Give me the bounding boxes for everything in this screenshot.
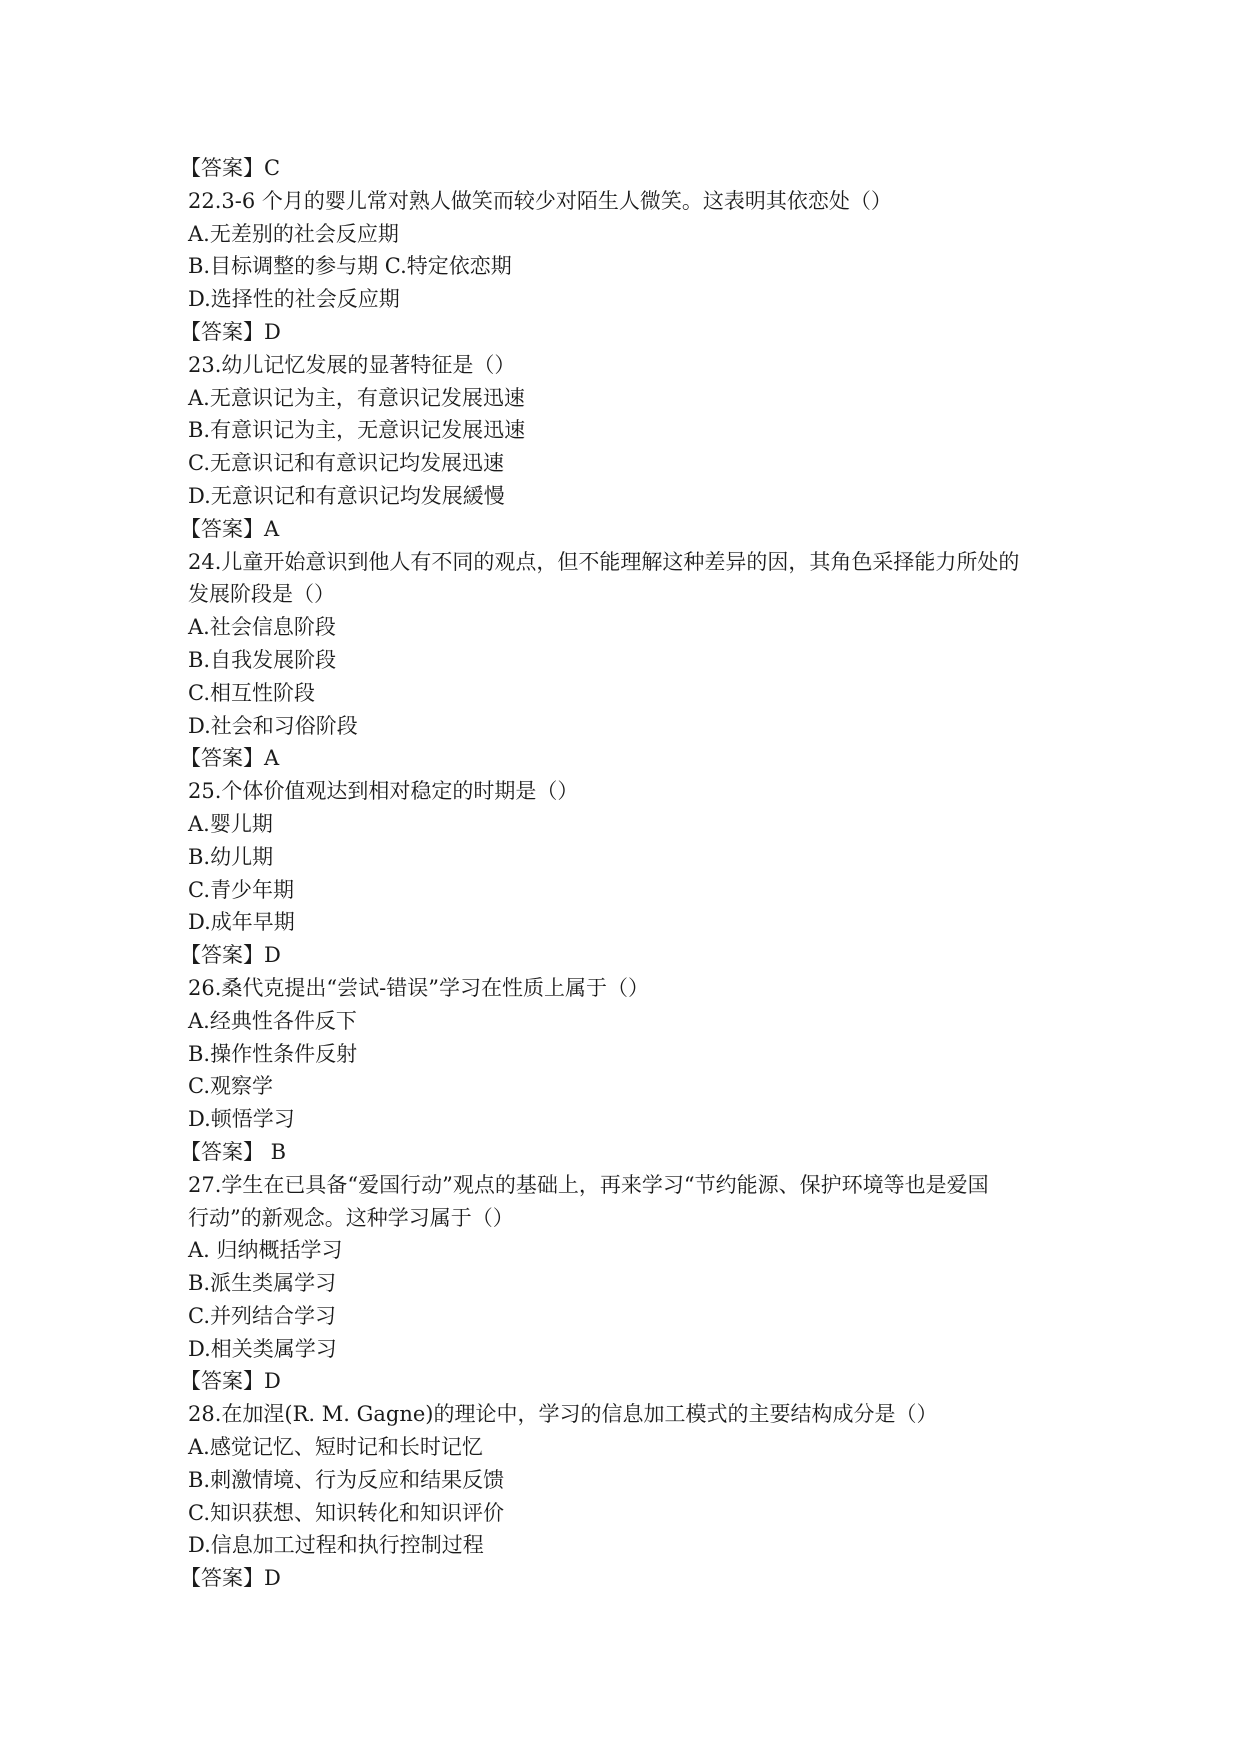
option-line: B.有意识记为主，无意识记发展迅速 — [188, 418, 526, 443]
option-line: A.感觉记忆、短时记和长时记忆 — [188, 1435, 483, 1460]
answer-line: 【答案】D — [180, 319, 281, 344]
option-line: C.青少年期 — [188, 877, 294, 902]
document-page — [180, 152, 1068, 1595]
option-line: D.无意识记和有意识记均发展緩慢 — [188, 483, 505, 508]
option-line: D.信息加工过程和执行控制过程 — [188, 1533, 484, 1558]
question-line: 27.学生在已具备“爱国行动”观点的基础上，再来学习“节约能源、保护环境等也是爱国 — [188, 1172, 989, 1197]
option-line: C.观察学 — [188, 1074, 273, 1099]
option-line: D.顿悟学习 — [188, 1107, 295, 1132]
option-line: D.相关类属学习 — [188, 1336, 337, 1361]
option-line: C.并列结合学习 — [188, 1303, 336, 1328]
question-line: 23.幼儿记忆发展的显著特征是（） — [188, 352, 516, 377]
option-line: B.操作性条件反射 — [188, 1041, 358, 1066]
option-line: C.无意识记和有意识记均发展迅速 — [188, 451, 504, 476]
option-line: A. 归纳概括学习 — [188, 1238, 343, 1263]
option-line: A.社会信息阶段 — [188, 615, 336, 640]
question-line: 24.儿童开始意识到他人有不同的观点，但不能理解这种差异的因，其角色采择能力所处的 — [188, 549, 1020, 574]
option-line: B.派生类属学习 — [188, 1271, 337, 1296]
answer-line: 【答案】D — [180, 943, 281, 968]
question-line: 28.在加涅(R. M. Gagne)的理论中，学习的信息加工模式的主要结构成分是（） — [188, 1402, 938, 1427]
option-line: A.无意识记为主，有意识记发展迅速 — [188, 385, 525, 410]
option-line: C.知识获想、知识转化和知识评价 — [188, 1500, 504, 1525]
option-line: C.相互性阶段 — [188, 680, 315, 705]
option-line: A.经典性各件反下 — [188, 1008, 357, 1033]
question-line: 26.桑代克提出“尝试-错误”学习在性质上属于（） — [188, 975, 649, 1000]
answer-line: 【答案】C — [180, 156, 281, 180]
question-line: 发展阶段是（） — [188, 582, 335, 607]
option-line: D.选择性的社会反应期 — [188, 287, 400, 312]
answer-line: 【答案】A — [180, 746, 280, 771]
question-line: 25.个体价值观达到相对稳定的时期是（） — [188, 779, 579, 804]
option-line: D.社会和习俗阶段 — [188, 713, 358, 738]
option-line: D.成年早期 — [188, 910, 295, 935]
question-line: 行动”的新观念。这种学习属于（） — [188, 1205, 514, 1230]
answer-line: 【答案】A — [180, 516, 280, 541]
option-line: B.幼儿期 — [188, 844, 274, 869]
option-line: B.刺激情境、行为反应和结果反馈 — [188, 1467, 505, 1492]
option-line: A.无差别的社会反应期 — [188, 221, 399, 246]
option-line: B.目标调整的参与期 C.特定依恋期 — [188, 254, 512, 279]
question-line: 22.3-6 个月的婴儿常对熟人做笑而较少对陌生人微笑。这表明其依恋处（） — [188, 188, 892, 213]
answer-line: 【答案】 B — [180, 1139, 287, 1164]
answer-line: 【答案】D — [180, 1369, 281, 1394]
option-line: A.婴儿期 — [188, 811, 273, 836]
answer-line: 【答案】D — [180, 1566, 281, 1591]
option-line: B.自我发展阶段 — [188, 647, 337, 672]
